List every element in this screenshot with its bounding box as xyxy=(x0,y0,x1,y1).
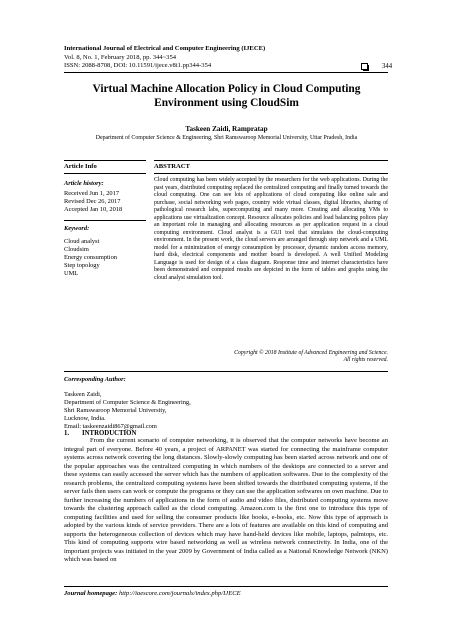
keyword-item: UML xyxy=(64,269,79,277)
corresponding-name: Taskeen Zaidi, xyxy=(64,391,102,398)
article-history-heading: Article history: xyxy=(64,180,104,187)
journal-volume: Vol. 8, No. 1, February 2018, pp. 344~354 xyxy=(64,53,177,61)
keyword-item: Energy consumption xyxy=(64,253,117,261)
paper-title-line-2: Environment using CloudSim xyxy=(154,96,299,109)
page-marker-icon xyxy=(361,63,368,70)
journal-header xyxy=(64,45,404,71)
copyright xyxy=(154,350,388,365)
keyword-item: Cloudsim xyxy=(64,245,89,253)
journal-footer: Journal homepage: http://iaescore.com/journals/index.php/IJECE xyxy=(64,590,241,597)
authors: Taskeen Zaidi, Rampratap xyxy=(185,125,268,133)
keyword-item: Step topology xyxy=(64,261,100,269)
history-accepted: Accepted Jan 10, 2018 xyxy=(64,205,123,213)
abstract-top-rule xyxy=(154,160,388,161)
keyword-item: Cloud analyst xyxy=(64,238,100,245)
section-number: 1. xyxy=(64,430,70,437)
footer-label: Journal homepage xyxy=(64,590,116,597)
corresponding-email: Email: taskeenzaidi867@gmail.com xyxy=(64,422,157,430)
article-info-rule xyxy=(64,173,146,174)
paper-title xyxy=(40,83,413,110)
history-revised: Revised Dec 26, 2017 xyxy=(64,197,121,205)
footer-url[interactable]: http://iaescore.com/journals/index.php/IJECE xyxy=(118,590,241,597)
abstract-rule xyxy=(154,173,388,174)
keyword-rule xyxy=(64,220,146,221)
footer-rule xyxy=(64,586,388,587)
corresponding-details xyxy=(64,391,191,431)
keyword-list xyxy=(64,238,117,278)
keyword-heading: Keyword: xyxy=(64,225,90,232)
corresponding-top-rule xyxy=(64,371,388,372)
corresponding-university: Shri Ramswaroop Memorial University, xyxy=(64,406,167,414)
article-info-top-rule xyxy=(64,160,146,161)
corresponding-heading: Corresponding Author: xyxy=(64,376,126,383)
article-history xyxy=(64,190,122,214)
article-info-heading: Article Info xyxy=(64,163,97,170)
journal-issn: ISSN: 2088-8708, DOI: 10.11591/ijece.v8i1.pp344-354 xyxy=(64,62,212,70)
header-rule xyxy=(64,72,388,73)
corresponding-city: Lucknow, India. xyxy=(64,414,106,422)
page-number: 344 xyxy=(382,63,393,70)
section-body xyxy=(64,437,388,565)
history-received: Received Jun 1, 2017 xyxy=(64,190,120,197)
affiliation: Department of Computer Science & Engineering, Shri Ramswaroop Memorial University, Uttar Pradesh, India xyxy=(95,135,358,141)
paper-title-line-1: Virtual Machine Allocation Policy in Cloud Computing xyxy=(92,83,361,95)
abstract-heading: ABSTRACT xyxy=(154,163,190,170)
abstract-text: Cloud computing has been widely accepted by the researchers for the web applications. During the past years, distributed computing replaced the centralized computing and finally turned towards the cloud computing. One can see lots of applications of cloud computing like online sale and purchase, social networking web pages, country wide virtual classes, digital libraries, sharing of pathological research labs, supercomputing and many more. Creating and allocating VMs to applications use virtualization concept. Resource allocates policies and load balancing polices play an important role in managing and allocating resources as per application request in a cloud computing environment. Cloud analyst is a GUI tool that simulates the cloud-computing environment. In the present work, the cloud servers are arranged through step network and a UML model for a minimization of energy consumption by processor, dynamic random access memory, hard disk, electrical components and mother board is developed. A well Unified Modeling Language is used for design of a class diagram. Response time and internet characteristics have been demonstrated and computed results are depicted in the form of tables and graphs using the cloud analyst simulation tool. xyxy=(154,177,388,281)
section-title: INTRODUCTION xyxy=(82,430,137,437)
copyright-line-1: Copyright © 2018 Institute of Advanced Engineering and Science. xyxy=(234,350,388,356)
section-heading xyxy=(64,430,136,437)
corresponding-department: Department of Computer Science & Engineering, xyxy=(64,398,191,406)
copyright-line-2: All rights reserved. xyxy=(343,357,388,364)
journal-name: International Journal of Electrical and Computer Engineering (IJECE) xyxy=(64,45,266,52)
section-paragraph: From the current scenario of computer networking, it is observed that the computer networks have become an integral part of everyone. Before 40 years, a project of ARPANET was started for connecting the mainframe computer systems across network covering the long distances. Slowly-slowly computing has been started across network and one of the popular approaches was the centralized computing in which numbers of the desktops are connected to a server and these systems can easily accessed the server which has the numbers of application softwares. Due to the complexity of the research problems, the centralized computing systems have been shifted towards the distributed computing systems, if the server fails then users can work or compute the programs or they can use the application softwares on own machine. Due to further increasing the numbers of applications in the form of audio and video files, distributed computing systems move towards the clustering approach called as the cloud computing. Amazon.com is the first one to introduce this type of computing facilities and used for selling the consumer products like books, e-books, etc. Now this type of approach is adopted by the various kinds of service providers. There are a lots of features are available on this kind of computing and supports the heterogeneous collection of devices which may have hand-held devices like mobile, laptops, palmtops, etc. This kind of computing supports wire based networking as well as wireless network connectivity. In India, one of the important projects was initiated in the year 2009 by Government of India called as a National Knowledge Network (NKN) which was based on xyxy=(64,437,388,563)
page-number-group xyxy=(361,63,392,70)
